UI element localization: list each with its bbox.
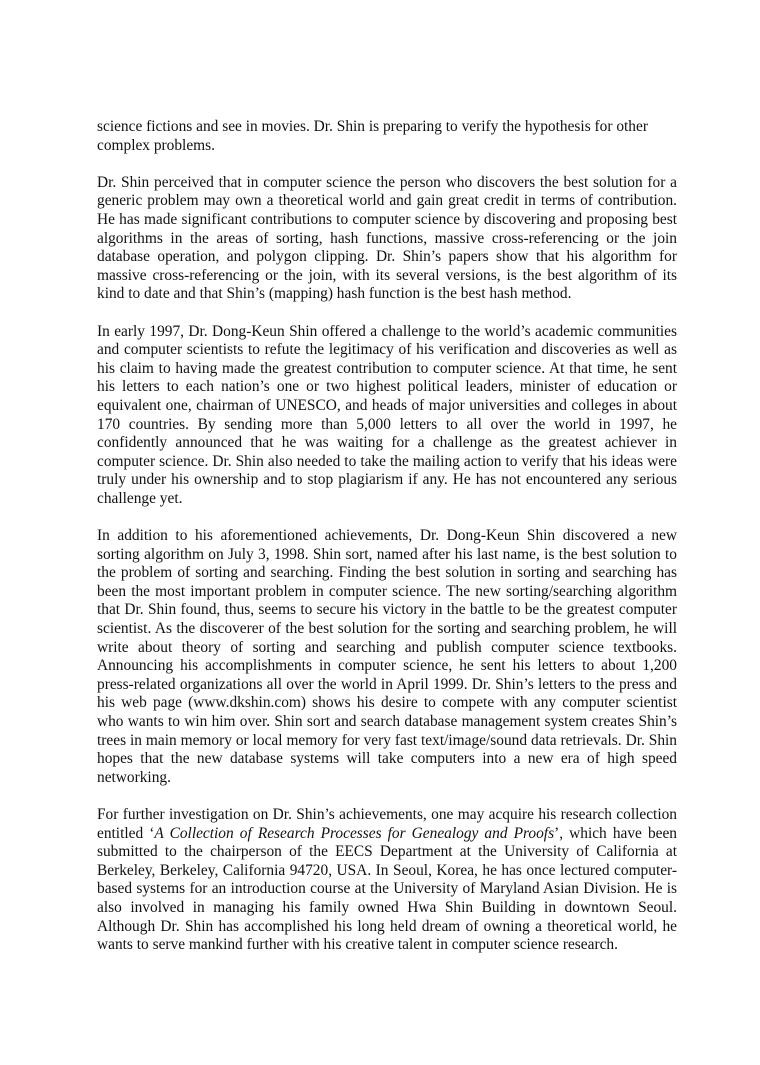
paragraph-shin-sort: In addition to his aforementioned achievements, Dr. Dong-Keun Shin discovered a new sorting algorithm on July 3, 1998. Shin sort, named after his last name, is the best solution to the problem of sorting and searching. Finding the best solution in sorting and searching has been the most important problem in computer science. The new sorting/searching algorithm that Dr. Shin found, thus, seems to secure his victory in the battle to be the greatest computer scientist. As the discoverer of the best solution for the sorting and searching problem, he will write about theory of sorting and searching and publish computer science textbooks. Announcing his accomplishments in computer science, he sent his letters to about 1,200 press-related organizations all over the world in April 1999. Dr. Shin’s letters to the press and his web page (www.dkshin.com) shows his desire to compete with any computer scientist who wants to win him over. Shin sort and search database management system creates Shin’s trees in main memory or local memory for very fast text/image/sound data retrievals. Dr. Shin hopes that the new database systems will take computers into a new era of high speed networking.	[97, 527, 677, 786]
paragraph-challenge-1997: In early 1997, Dr. Dong-Keun Shin offered a challenge to the world’s academic communities and computer scientists to refute the legitimacy of his verification and discoveries as well as his claim to having made the greatest contribution to computer science. At that time, he sent his letters to each nation’s one or two highest political leaders, minister of education or equivalent one, chairman of UNESCO, and heads of major universities and colleges in about 170 countries. By sending more than 5,000 letters to all over the world in 1997, he confidently announced that he was waiting for a challenge as the greatest achiever in computer science. Dr. Shin also needed to take the mailing action to verify that his ideas were truly under his ownership and to stop plagiarism if any. He has not encountered any serious challenge yet.	[97, 322, 677, 507]
paragraph-further-investigation	[97, 806, 677, 955]
document-page	[97, 118, 677, 973]
paragraph-science-fictions: science fictions and see in movies. Dr. Shin is preparing to verify the hypothesis for other complex problems.	[97, 118, 648, 154]
paragraph-text-after: ’, which have been submitted to the chairperson of the EECS Department at the University of California at Berkeley, Berkeley, California 94720, USA. In Seoul, Korea, he has once lectured computer-based systems for an introduction course at the University of Maryland Asian Division. He is also involved in managing his family owned Hwa Shin Building in downtown Seoul. Although Dr. Shin has accomplished his long held dream of owning a theoretical world, he wants to serve mankind further with his creative talent in computer science research.	[97, 824, 678, 954]
paragraph-text-before: For further investigation on Dr. Shin’s achievements, one may acquire his research collection entitled ‘	[97, 805, 677, 842]
research-collection-title: A Collection of Research Processes for Genealogy and Proofs	[154, 824, 555, 842]
paragraph-best-solution: Dr. Shin perceived that in computer science the person who discovers the best solution for a generic problem may own a theoretical world and gain great credit in terms of contribution. He has made significant contributions to computer science by discovering and proposing best algorithms in the areas of sorting, hash functions, massive cross-referencing or the join database operation, and polygon clipping. Dr. Shin’s papers show that his algorithm for massive cross-referencing or the join, with its several versions, is the best algorithm of its kind to date and that Shin’s (mapping) hash function is the best hash method.	[97, 173, 677, 303]
